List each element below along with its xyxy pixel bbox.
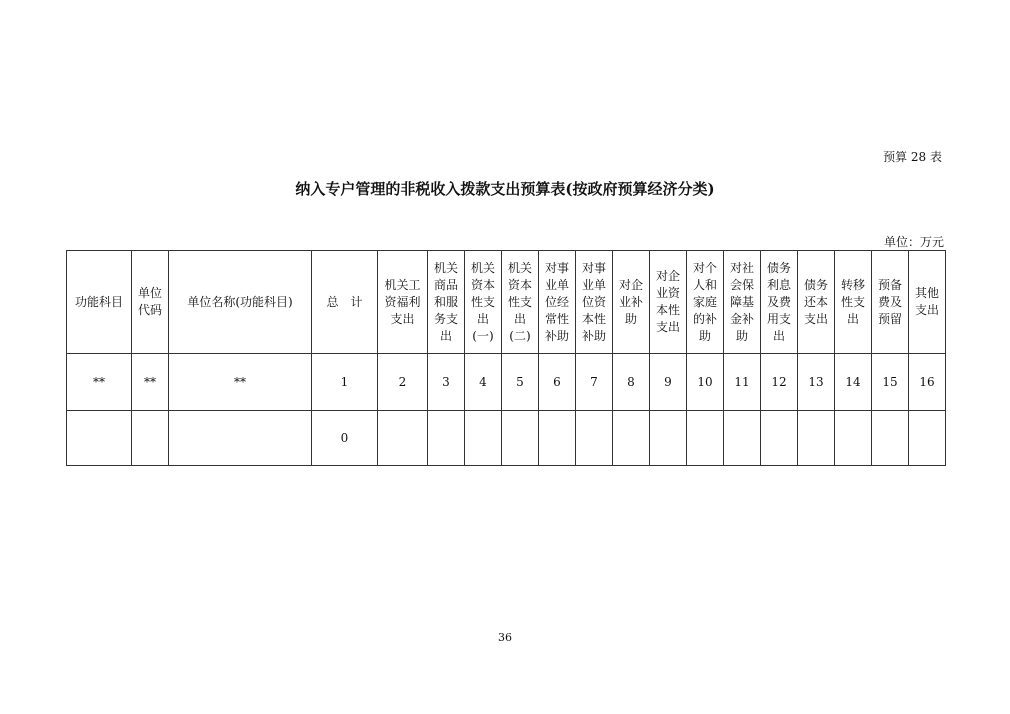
column-header-line: 补助 bbox=[544, 328, 569, 343]
column-header-line: 金补 bbox=[729, 311, 754, 326]
column-header-line: 出 bbox=[476, 311, 489, 326]
column-header-line: 总 计 bbox=[326, 294, 363, 309]
column-header-line: 对企 bbox=[655, 269, 680, 283]
column-header-3 bbox=[169, 251, 312, 354]
column-header-line: 及费 bbox=[766, 294, 791, 309]
column-code-cell: 1 bbox=[312, 354, 378, 411]
column-header-16 bbox=[798, 251, 835, 354]
column-header-line: 会保 bbox=[729, 277, 754, 292]
column-header-line: 对社 bbox=[729, 260, 754, 275]
table-cell bbox=[724, 411, 761, 466]
column-header-line: (二) bbox=[509, 328, 531, 343]
column-header-line: 业单 bbox=[544, 277, 569, 292]
column-header-2 bbox=[132, 251, 169, 354]
table-cell bbox=[378, 411, 428, 466]
column-header-line: 助 bbox=[624, 311, 637, 326]
column-header-line: 债务 bbox=[803, 277, 828, 292]
column-code-cell: 5 bbox=[502, 354, 539, 411]
column-header-line: 预留 bbox=[877, 311, 902, 326]
column-header-17 bbox=[835, 251, 872, 354]
page-title: 纳入专户管理的非税收入拨款支出预算表(按政府预算经济分类) bbox=[295, 180, 715, 198]
column-header-line: 机关 bbox=[433, 260, 458, 275]
column-code-cell: 8 bbox=[613, 354, 650, 411]
column-header-line: 资本 bbox=[470, 277, 495, 292]
column-header-line: 支出 bbox=[390, 311, 415, 326]
table-cell bbox=[650, 411, 687, 466]
column-header-line: 利息 bbox=[766, 277, 791, 292]
column-header-line: 常性 bbox=[544, 311, 569, 326]
column-header-line: 助 bbox=[735, 328, 748, 343]
column-header-line: 位资 bbox=[581, 294, 606, 309]
column-header-line: 支出 bbox=[655, 320, 680, 334]
column-header-line: 人和 bbox=[692, 277, 717, 292]
column-header-line: 还本 bbox=[803, 294, 828, 309]
column-header-13 bbox=[687, 251, 724, 354]
column-header-line: 障基 bbox=[729, 294, 754, 309]
table-cell bbox=[613, 411, 650, 466]
column-header-line: 单位 bbox=[137, 286, 162, 300]
column-header-line: 性支 bbox=[840, 294, 865, 309]
column-header-line: 的补 bbox=[692, 311, 717, 326]
page-number: 36 bbox=[498, 631, 512, 644]
table-cell bbox=[835, 411, 872, 466]
column-code-cell: 13 bbox=[798, 354, 835, 411]
column-header-line: 用支 bbox=[766, 311, 791, 326]
column-header-line: 业资 bbox=[655, 286, 680, 300]
column-header-line: 对个 bbox=[692, 260, 717, 275]
column-header-line: 资本 bbox=[507, 277, 532, 292]
column-header-line: 家庭 bbox=[692, 294, 717, 309]
column-header-12 bbox=[650, 251, 687, 354]
table-cell bbox=[798, 411, 835, 466]
column-header-line: 业单 bbox=[581, 277, 606, 292]
budget-table bbox=[66, 250, 946, 466]
column-header-14 bbox=[724, 251, 761, 354]
table-cell bbox=[169, 411, 312, 466]
unit-label: 单位：万元 bbox=[883, 235, 944, 249]
column-header-10 bbox=[576, 251, 613, 354]
column-code-cell: 9 bbox=[650, 354, 687, 411]
column-header-line: 补助 bbox=[581, 328, 606, 343]
table-header-row bbox=[67, 251, 946, 354]
column-header-8 bbox=[502, 251, 539, 354]
column-header-line: 位经 bbox=[544, 294, 569, 309]
column-code-cell: 7 bbox=[576, 354, 613, 411]
column-header-line: 单位名称(功能科目) bbox=[187, 294, 293, 309]
column-code-cell: ** bbox=[67, 354, 132, 411]
column-header-5 bbox=[378, 251, 428, 354]
column-header-4 bbox=[312, 251, 378, 354]
table-cell bbox=[687, 411, 724, 466]
column-code-cell: 2 bbox=[378, 354, 428, 411]
column-header-line: 代码 bbox=[137, 303, 162, 317]
column-code-cell: 4 bbox=[465, 354, 502, 411]
table-cell bbox=[539, 411, 576, 466]
column-code-cell: ** bbox=[169, 354, 312, 411]
column-header-line: 出 bbox=[846, 311, 859, 326]
column-header-line: 性支 bbox=[470, 294, 495, 309]
table-cell bbox=[67, 411, 132, 466]
column-header-line: 业补 bbox=[618, 294, 643, 309]
column-header-19 bbox=[909, 251, 946, 354]
column-header-line: 对事 bbox=[581, 260, 606, 275]
column-header-line: 预备 bbox=[877, 277, 902, 292]
column-header-line: 支出 bbox=[803, 311, 828, 326]
column-header-line: 和服 bbox=[433, 294, 458, 309]
table-id: 预算 28 表 bbox=[883, 150, 942, 164]
column-code-cell: 3 bbox=[428, 354, 465, 411]
column-code-cell: 15 bbox=[872, 354, 909, 411]
table-row bbox=[67, 411, 946, 466]
column-header-line: 出 bbox=[439, 328, 452, 343]
column-header-line: 功能科目 bbox=[74, 294, 123, 309]
column-header-line: 机关 bbox=[470, 260, 495, 275]
column-header-line: 费及 bbox=[877, 294, 902, 309]
column-header-15 bbox=[761, 251, 798, 354]
column-header-line: 性支 bbox=[507, 294, 532, 309]
column-header-6 bbox=[428, 251, 465, 354]
column-header-line: 对事 bbox=[544, 260, 569, 275]
column-header-line: 出 bbox=[513, 311, 526, 326]
column-header-7 bbox=[465, 251, 502, 354]
table-cell bbox=[502, 411, 539, 466]
column-header-line: 助 bbox=[698, 328, 711, 343]
column-header-line: 机关 bbox=[507, 260, 532, 275]
column-code-cell: 6 bbox=[539, 354, 576, 411]
column-header-line: 对企 bbox=[618, 277, 643, 292]
column-header-line: 资福利 bbox=[384, 294, 421, 309]
column-header-line: 债务 bbox=[766, 260, 791, 275]
column-header-line: 转移 bbox=[840, 277, 865, 292]
table-cell bbox=[576, 411, 613, 466]
column-header-line: (一) bbox=[472, 328, 494, 343]
column-header-line: 商品 bbox=[433, 277, 458, 292]
column-header-9 bbox=[539, 251, 576, 354]
column-header-11 bbox=[613, 251, 650, 354]
column-code-cell: 12 bbox=[761, 354, 798, 411]
column-header-line: 其他 bbox=[914, 286, 939, 300]
table-cell bbox=[465, 411, 502, 466]
column-code-row bbox=[67, 354, 946, 411]
column-code-cell: 14 bbox=[835, 354, 872, 411]
column-code-cell: ** bbox=[132, 354, 169, 411]
column-header-line: 本性 bbox=[655, 303, 680, 317]
column-header-line: 出 bbox=[772, 328, 785, 343]
column-header-line: 务支 bbox=[433, 311, 458, 326]
table-cell bbox=[909, 411, 946, 466]
column-code-cell: 16 bbox=[909, 354, 946, 411]
table-cell bbox=[761, 411, 798, 466]
table-cell bbox=[428, 411, 465, 466]
table-cell: 0 bbox=[312, 411, 378, 466]
column-header-line: 机关工 bbox=[384, 277, 421, 292]
column-header-18 bbox=[872, 251, 909, 354]
table-cell bbox=[132, 411, 169, 466]
column-code-cell: 10 bbox=[687, 354, 724, 411]
column-header-1 bbox=[67, 251, 132, 354]
column-header-line: 支出 bbox=[914, 303, 939, 317]
table-cell bbox=[872, 411, 909, 466]
column-header-line: 本性 bbox=[581, 311, 606, 326]
column-code-cell: 11 bbox=[724, 354, 761, 411]
